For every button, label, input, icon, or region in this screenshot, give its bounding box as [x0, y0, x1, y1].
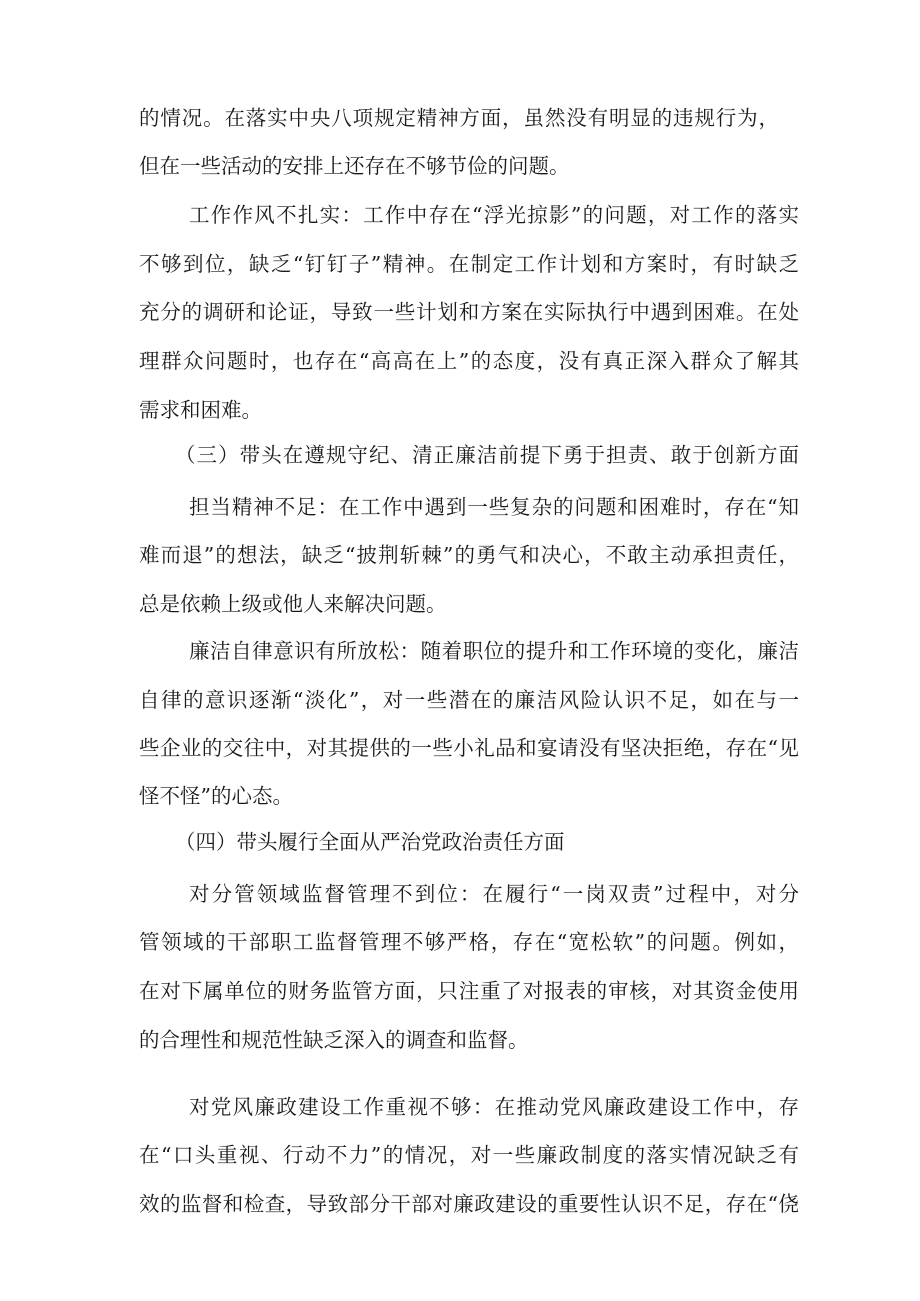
text-line: 担当精神不足：在工作中遇到一些复杂的问题和困难时，存在“知: [189, 495, 799, 519]
text-line: 管领域的干部职工监督管理不够严格，存在“宽松软”的问题。例如，: [139, 930, 799, 954]
text-line: 需求和困难。: [139, 398, 262, 422]
text-line: 对分管领域监督管理不到位：在履行“一岗双责”过程中，对分: [189, 882, 799, 906]
text-line: 总是依赖上级或他人来解决问题。: [139, 592, 447, 616]
text-line: 难而退”的想法，缺乏“披荆斩棘”的勇气和决心，不敢主动承担责任，: [139, 543, 799, 567]
section-heading: （四）带头履行全面从严治党政治责任方面: [175, 830, 565, 854]
text-line: 不够到位，缺乏“钉钉子”精神。在制定工作计划和方案时，有时缺乏: [139, 252, 799, 276]
text-line: 的情况。在落实中央八项规定精神方面，虽然没有明显的违规行为，: [139, 106, 779, 130]
text-line: 廉洁自律意识有所放松：随着职位的提升和工作环境的变化，廉洁: [189, 639, 799, 663]
text-line: 在对下属单位的财务监管方面，只注重了对报表的审核，对其资金使用: [139, 979, 799, 1003]
text-line: 对党风廉政建设工作重视不够：在推动党风廉政建设工作中，存: [189, 1095, 799, 1119]
text-line: 充分的调研和论证，导致一些计划和方案在实际执行中遇到困难。在处: [139, 300, 799, 324]
text-line: 自律的意识逐渐“淡化”，对一些潜在的廉洁风险认识不足，如在与一: [139, 688, 799, 712]
text-line: 但在一些活动的安排上还存在不够节俭的问题。: [139, 154, 570, 178]
text-line: 怪不怪”的心态。: [139, 784, 293, 808]
text-line: 理群众问题时，也存在“高高在上”的态度，没有真正深入群众了解其: [139, 349, 799, 373]
text-line: 工作作风不扎实：工作中存在“浮光掠影”的问题，对工作的落实: [189, 203, 799, 227]
text-line: 在“口头重视、行动不力”的情况，对一些廉政制度的落实情况缺乏有: [139, 1143, 799, 1167]
section-heading: （三）带头在遵规守纪、清正廉洁前提下勇于担责、敢于创新方面: [175, 443, 799, 467]
text-line: 些企业的交往中，对其提供的一些小礼品和宴请没有坚决拒绝，存在“见: [139, 736, 799, 760]
text-line: 效的监督和检查，导致部分干部对廉政建设的重要性认识不足，存在“侥: [139, 1192, 799, 1216]
text-line: 的合理性和规范性缺乏深入的调查和监督。: [139, 1028, 529, 1052]
